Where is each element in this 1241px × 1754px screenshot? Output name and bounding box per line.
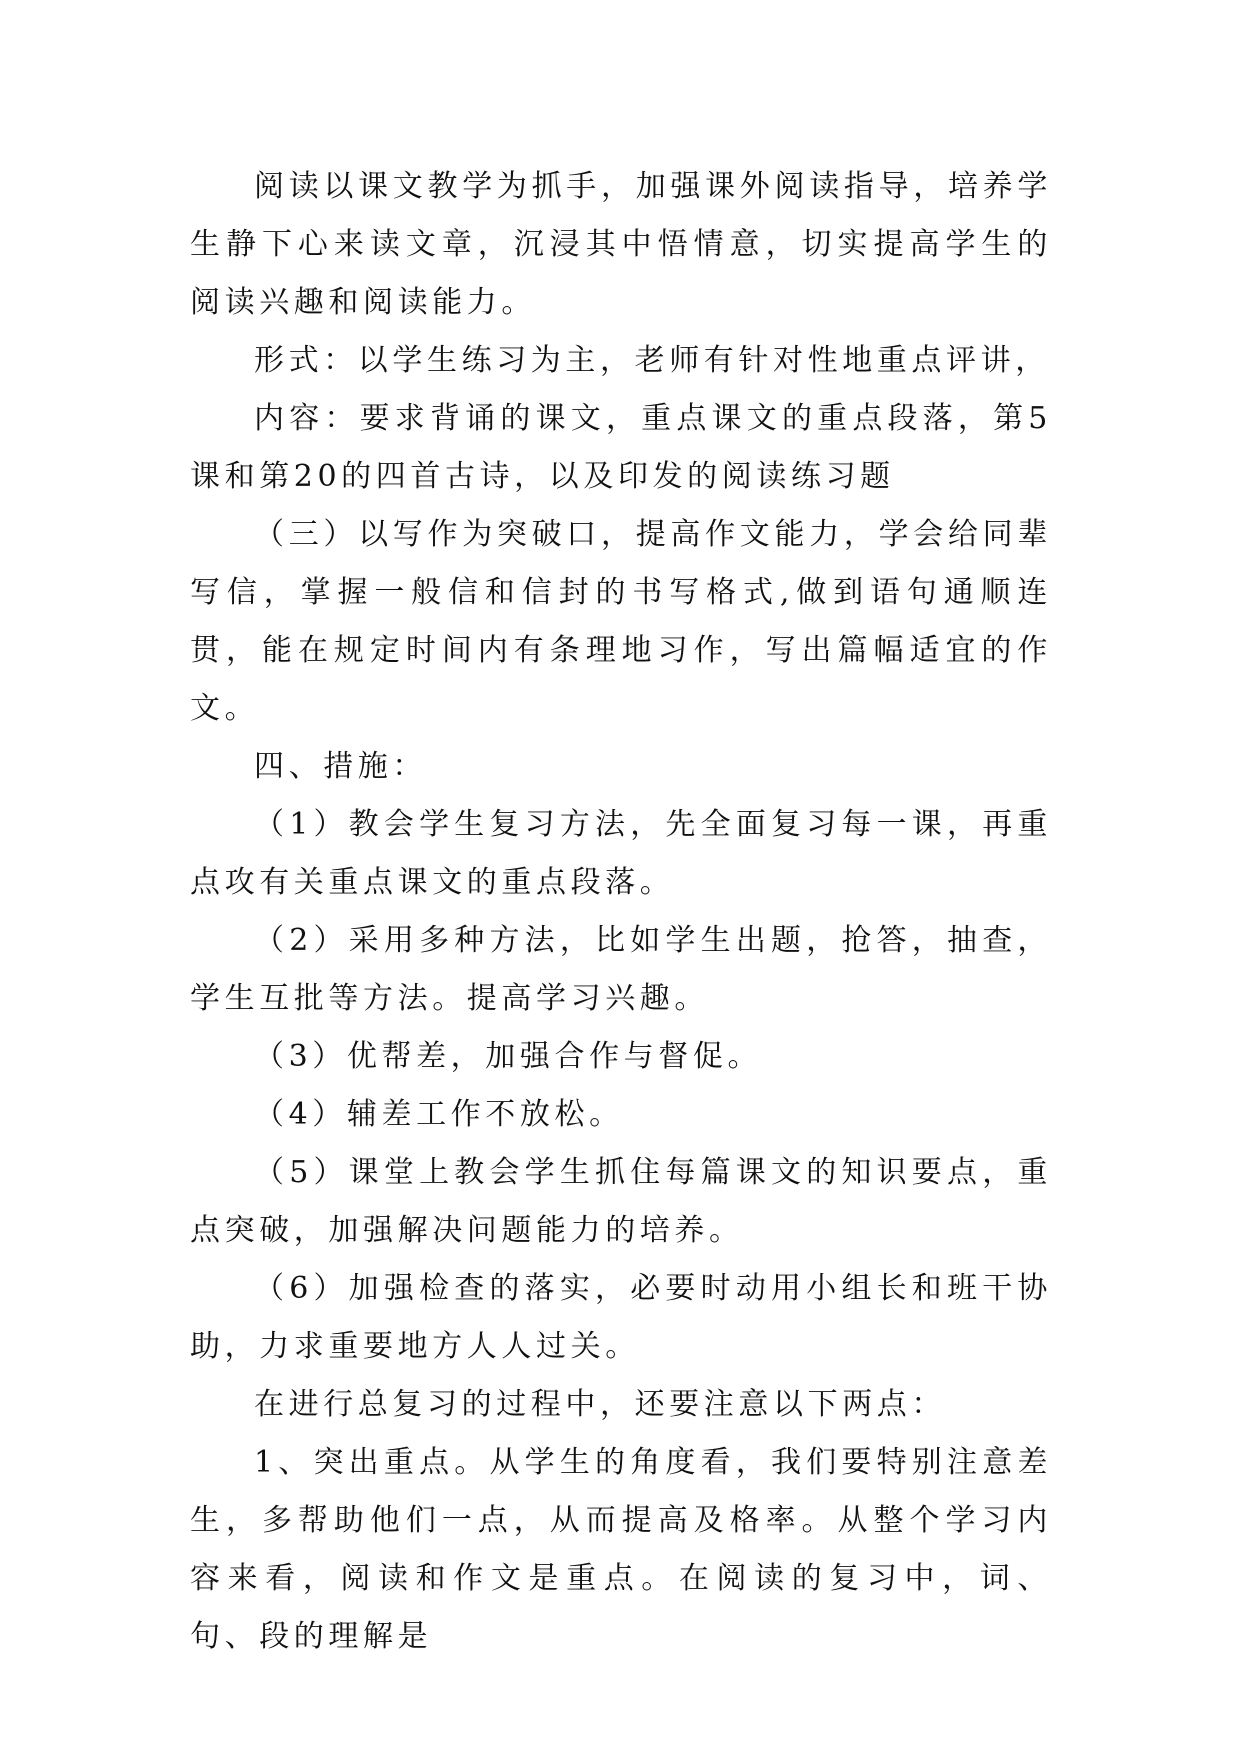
paragraph-content: 内容：要求背诵的课文，重点课文的重点段落，第5课和第20的四首古诗，以及印发的阅读练习题 (190, 401, 1052, 494)
section-heading-measures: 四、措施： (254, 749, 427, 784)
paragraph-form: 形式：以学生练习为主，老师有针对性地重点评讲， (254, 343, 1050, 378)
measure-item-4: （4）辅差工作不放松。 (254, 1097, 624, 1132)
paragraph-review-notes-intro: 在进行总复习的过程中，还要注意以下两点： (254, 1387, 946, 1422)
measure-item-2: （2）采用多种方法，比如学生出题，抢答，抽查，学生互批等方法。提高学习兴趣。 (190, 923, 1052, 1016)
measure-item-3: （3）优帮差，加强合作与督促。 (254, 1039, 763, 1074)
paragraph-point-1: 1、突出重点。从学生的角度看，我们要特别注意差生，多帮助他们一点，从而提高及格率。从整个学习内容来看，阅读和作文是重点。在阅读的复习中，词、句、段的理解是 (190, 1445, 1052, 1654)
document-body (190, 158, 1052, 1666)
paragraph-writing-goal: （三）以写作为突破口，提高作文能力，学会给同辈写信，掌握一般信和信封的书写格式,做到语句通顺连贯，能在规定时间内有条理地习作，写出篇幅适宜的作文。 (190, 517, 1052, 726)
measure-item-1: （1）教会学生复习方法，先全面复习每一课，再重点攻有关重点课文的重点段落。 (190, 807, 1052, 900)
measure-item-5: （5）课堂上教会学生抓住每篇课文的知识要点，重点突破，加强解决问题能力的培养。 (190, 1155, 1052, 1248)
paragraph-reading-goal: 阅读以课文教学为抓手，加强课外阅读指导，培养学生静下心来读文章，沉浸其中悟情意，切实提高学生的阅读兴趣和阅读能力。 (190, 169, 1052, 320)
measure-item-6: （6）加强检查的落实，必要时动用小组长和班干协助，力求重要地方人人过关。 (190, 1271, 1052, 1364)
